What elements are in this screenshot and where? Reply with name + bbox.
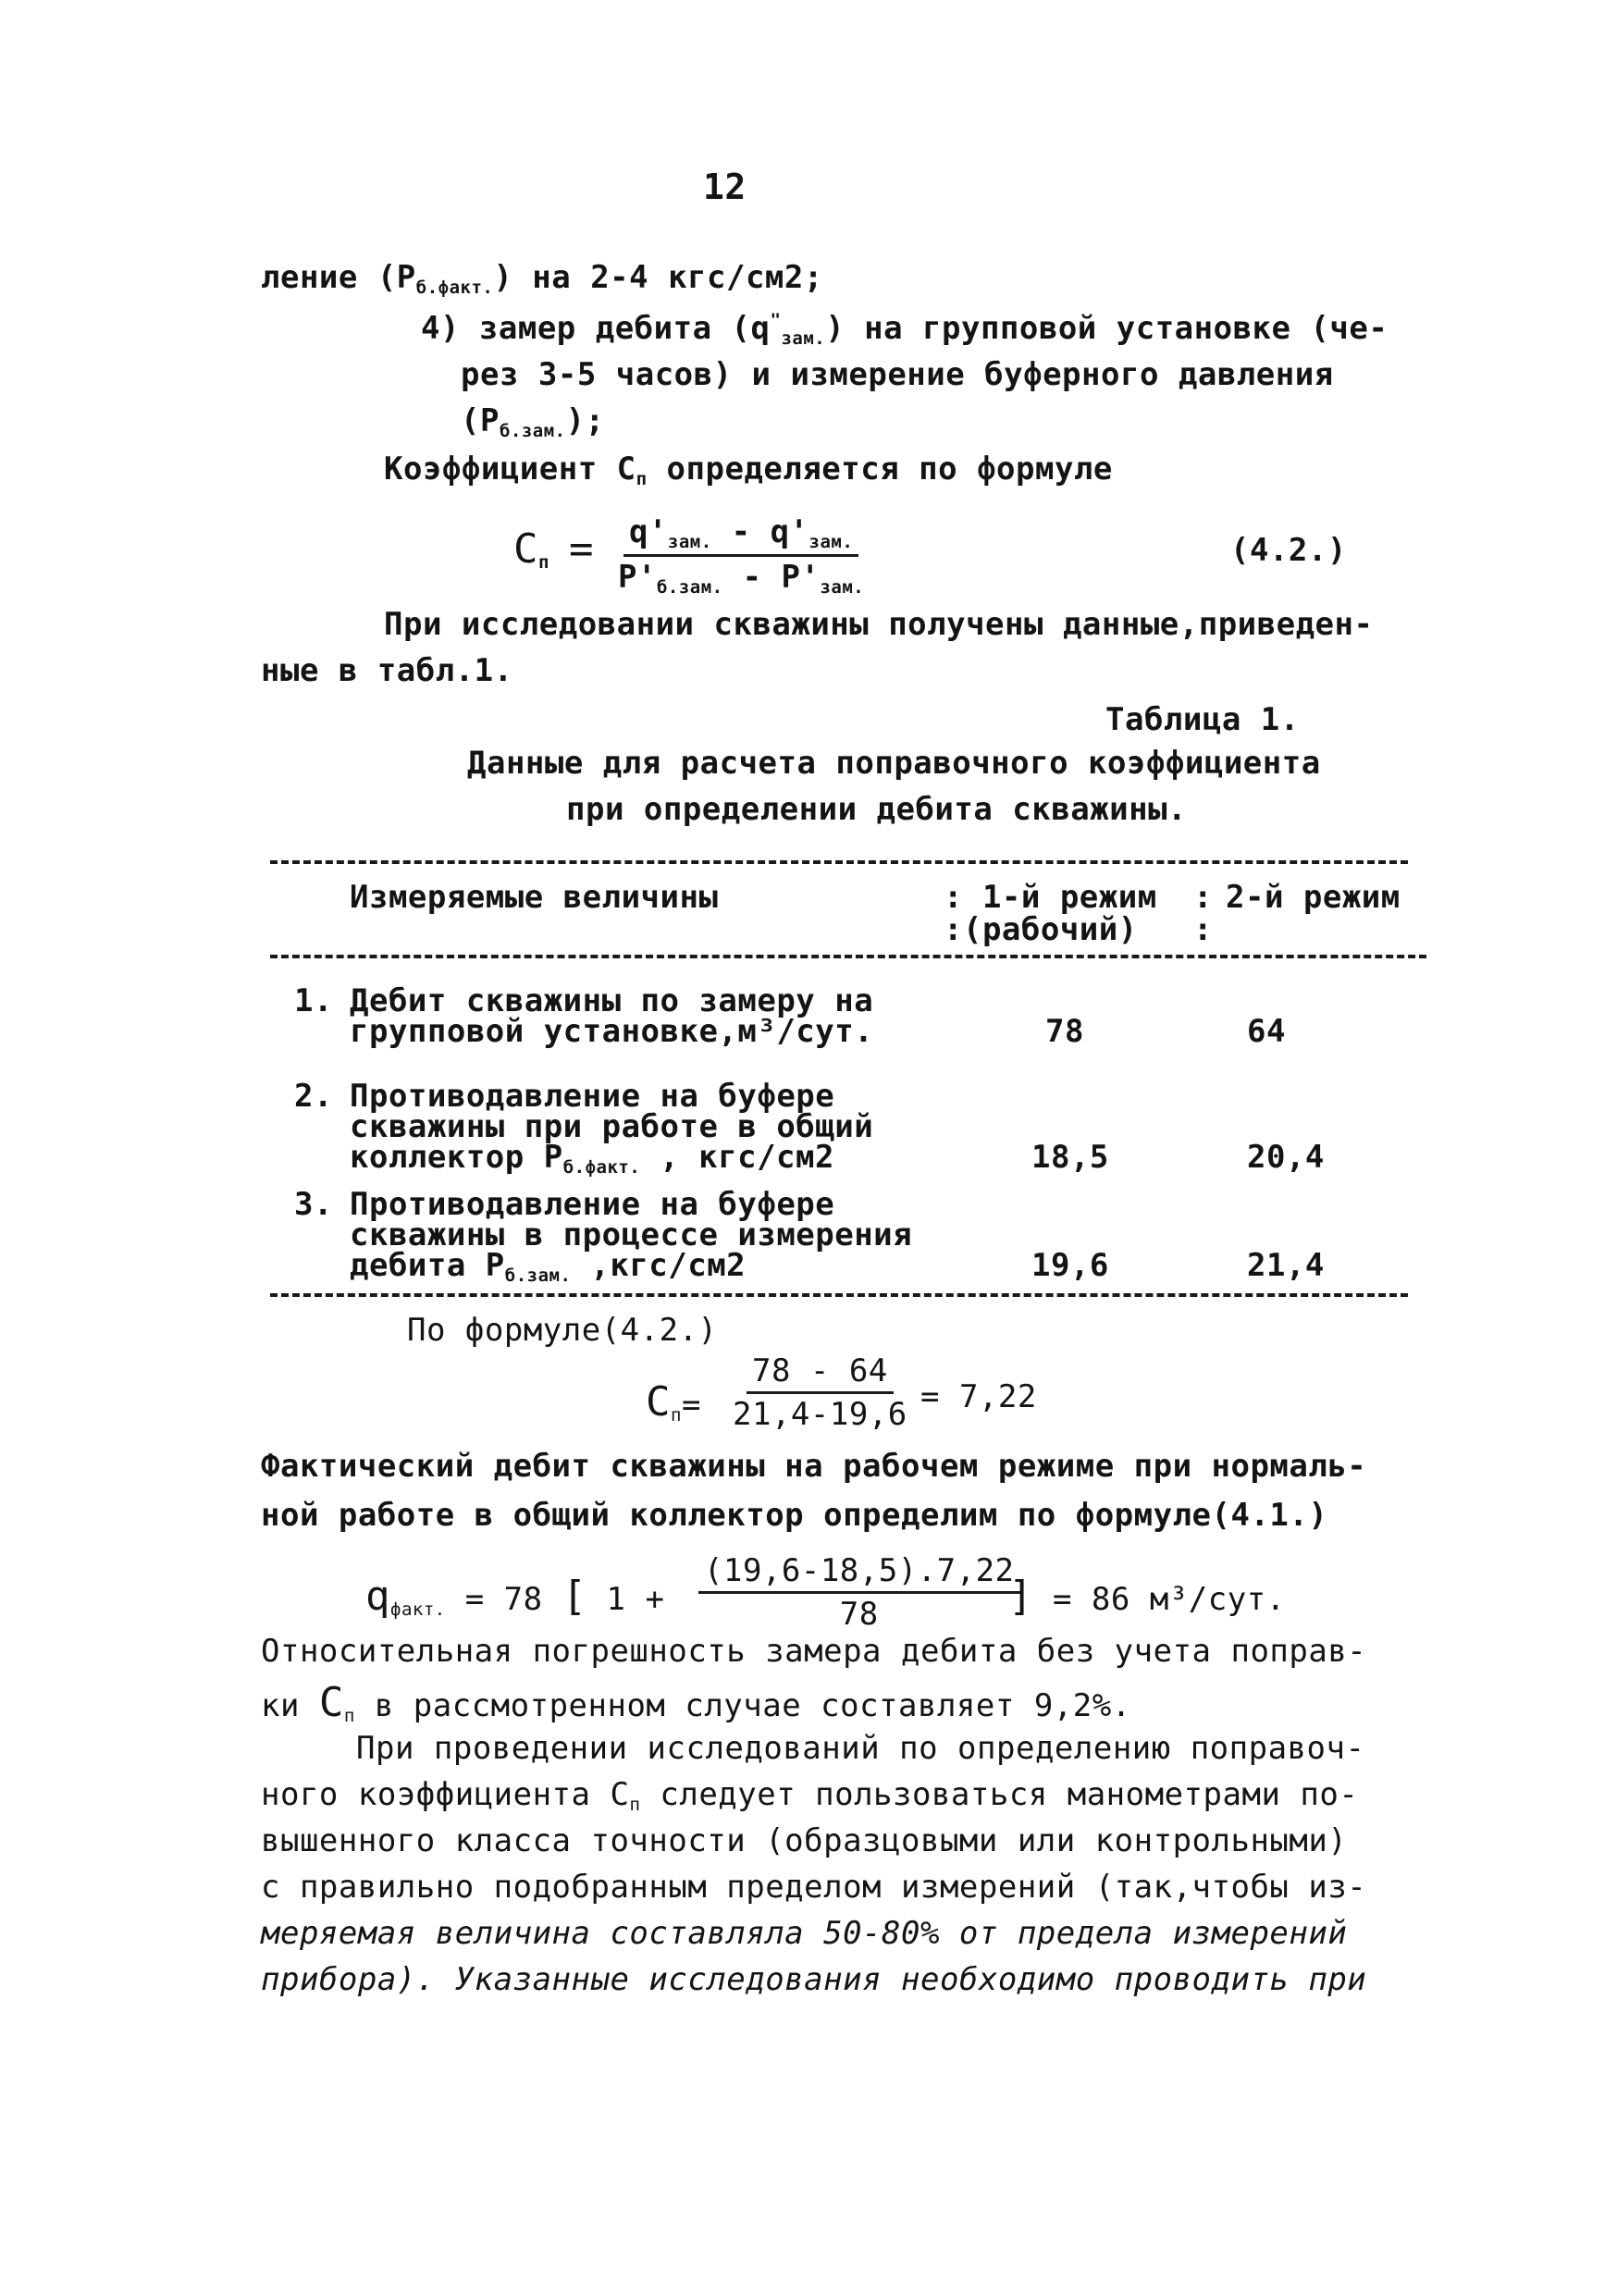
symbol-p: P — [543, 1139, 563, 1176]
error-line-1: Относительная погрешность замера дебита без учета поправ- — [261, 1633, 1367, 1670]
equals-and-coefficient: = 78 — [464, 1581, 543, 1618]
calc-fraction — [733, 1352, 907, 1433]
minus: - — [711, 513, 771, 550]
table-col-header-name: Измеряемые величины — [350, 879, 719, 916]
symbol-c: C — [646, 1378, 671, 1426]
fact-line-2: ной работе в общий коллектор определим по формуле(4.1.) — [261, 1497, 1328, 1534]
error-line-2 — [261, 1679, 1131, 1726]
calc-result: = 7,22 — [920, 1378, 1037, 1415]
symbol-c: C — [318, 1679, 344, 1726]
formula-42-label: (4.2.) — [1230, 532, 1347, 569]
intro-l2-b: ) на групповой установке (че- — [825, 310, 1389, 347]
table-row-number: 3. — [294, 1186, 333, 1223]
calc-lhs — [646, 1378, 701, 1426]
table-col-header-2: 2-й режим — [1226, 879, 1401, 916]
table-row-text: скважины при работе в общий — [350, 1108, 874, 1145]
final-text: ного коэффициента — [261, 1776, 611, 1813]
symbol-q: q — [750, 310, 771, 347]
research-line-1: При исследовании скважины получены данные,приведен- — [384, 606, 1374, 643]
intro-l5-b: определяется по формуле — [647, 451, 1113, 488]
equals-sign: = — [681, 1387, 701, 1424]
symbol-p: P — [485, 1247, 505, 1284]
symbol-c: C — [513, 525, 538, 573]
row-text: , кгс/см2 — [640, 1139, 834, 1176]
row-text: коллектор — [350, 1139, 544, 1176]
subscript: б.зам. — [504, 1265, 572, 1286]
subscript: п — [636, 469, 648, 489]
intro-line-5 — [384, 451, 1113, 489]
symbol-c: C — [616, 451, 636, 488]
table-title-line-2: при определении дебита скважины. — [566, 791, 1188, 828]
table-title-line-1: Данные для расчета поправочного коэффициента — [467, 745, 1321, 782]
formula-42-lhs — [513, 525, 594, 573]
subscript: п — [629, 1795, 641, 1815]
error-text: ки — [261, 1687, 319, 1724]
final-line-5: меряемая величина составляла 50-80% от предела измерений — [261, 1915, 1348, 1952]
calc-numerator: 78 - 64 — [747, 1352, 894, 1394]
formula-41-numerator: (19,6-18,5).7,22 — [698, 1552, 1020, 1594]
subscript: п — [671, 1405, 682, 1426]
symbol-c: C — [610, 1776, 630, 1813]
subscript: б.факт. — [415, 278, 494, 298]
table-col-header-1-line-2: :(рабочий) — [944, 911, 1138, 948]
formula-41-rhs — [1008, 1573, 1286, 1620]
intro-l1-a: ление ( — [261, 259, 397, 296]
table-row-text: Дебит скважины по замеру на — [350, 982, 874, 1019]
subscript: п — [343, 1706, 355, 1726]
table-label: Таблица 1. — [1105, 701, 1300, 738]
subscript: зам. — [820, 577, 865, 598]
table-cell-regime-1: 78 — [1045, 1013, 1084, 1050]
final-line-3: вышенного класса точности (образцовыми или контрольными) — [261, 1822, 1348, 1859]
subscript: б.зам. — [499, 421, 566, 441]
open-bracket: [ — [562, 1573, 587, 1620]
final-line-4: с правильно подобранным пределом измерений (так,чтобы из- — [261, 1869, 1367, 1906]
intro-l1-b: ) на 2-4 кгс/см2; — [493, 259, 823, 296]
formula-41-denominator: 78 — [839, 1596, 879, 1633]
subscript: зам. — [808, 532, 854, 552]
row-text: дебита — [350, 1247, 486, 1284]
row-text: ,кгс/см2 — [571, 1247, 747, 1284]
subscript: зам. — [667, 532, 712, 552]
formula-41-result: = 86 м³/сут. — [1052, 1581, 1286, 1618]
table-row-text: групповой установке,м³/сут. — [350, 1013, 874, 1050]
formula-42-denominator — [618, 557, 864, 598]
minus: - — [722, 559, 782, 596]
table-cell-regime-1: 19,6 — [1031, 1247, 1109, 1284]
one-plus: 1 + — [606, 1581, 665, 1618]
fact-line-1: Фактический дебит скважины на рабочем режиме при нормаль- — [261, 1448, 1367, 1485]
research-line-2: ные в табл.1. — [261, 652, 513, 689]
den-b: P' — [781, 559, 821, 596]
table-cell-regime-2: 20,4 — [1247, 1139, 1325, 1176]
num-a: q' — [628, 513, 668, 550]
table-bottom-rule — [270, 1293, 1408, 1297]
subscript: п — [538, 552, 549, 573]
subscript: факт. — [390, 1599, 446, 1620]
table-top-rule — [270, 860, 1408, 864]
formula-42-fraction — [618, 513, 864, 598]
den-a: P' — [618, 559, 657, 596]
calc-denominator: 21,4-19,6 — [733, 1396, 907, 1433]
error-text: в рассмотренном случае составляет 9,2%. — [354, 1687, 1131, 1724]
symbol-q: q — [365, 1573, 390, 1620]
superscript: " — [770, 310, 782, 330]
table-cell-regime-1: 18,5 — [1031, 1139, 1109, 1176]
intro-l5-a: Коэффициент — [384, 451, 617, 488]
num-b: q' — [770, 513, 809, 550]
table-row-text: скважины в процессе измерения — [350, 1216, 913, 1253]
table-row-number: 1. — [294, 982, 333, 1019]
intro-line-3: рез 3-5 часов) и измерение буферного давления — [461, 356, 1334, 393]
formula-41-lhs — [365, 1573, 664, 1620]
final-line-2 — [261, 1776, 1358, 1815]
table-cell-regime-2: 64 — [1247, 1013, 1286, 1050]
table-cell-regime-2: 21,4 — [1247, 1247, 1325, 1284]
table-row-number: 2. — [294, 1078, 333, 1115]
final-line-1: При проведении исследований по определению поправоч- — [356, 1730, 1365, 1767]
table-row-text: Противодавление на буфере — [350, 1078, 835, 1115]
table-row-text: Противодавление на буфере — [350, 1186, 835, 1223]
subscript: б.зам. — [656, 577, 723, 598]
intro-line-2 — [421, 310, 1388, 349]
table-header-rule — [270, 955, 1426, 958]
table-col-separator: : — [1193, 879, 1213, 916]
formula-42-numerator — [623, 513, 858, 557]
calc-intro: По формуле(4.2.) — [407, 1312, 718, 1349]
symbol-p: P — [396, 259, 416, 296]
close-bracket: ] — [1008, 1573, 1033, 1620]
intro-l4-b: ); — [565, 402, 605, 439]
subscript: зам. — [781, 328, 826, 349]
page-number: 12 — [703, 167, 747, 207]
table-row-text — [350, 1139, 834, 1178]
table-col-separator: : — [1193, 911, 1213, 948]
final-line-6: прибора). Указанные исследования необходимо проводить при — [261, 1961, 1367, 1998]
intro-l2-a: 4) замер дебита ( — [421, 310, 751, 347]
intro-l4-a: (P — [461, 402, 500, 439]
formula-41-fraction — [698, 1552, 1020, 1633]
intro-line-1 — [261, 259, 823, 298]
subscript: б.факт. — [562, 1157, 641, 1178]
equals-sign: = — [568, 525, 594, 573]
table-col-header-1-line-1: : 1-й режим — [944, 879, 1157, 916]
table-row-text — [350, 1247, 746, 1286]
final-text: следует пользоваться манометрами по- — [640, 1776, 1359, 1813]
intro-line-4 — [461, 402, 605, 441]
